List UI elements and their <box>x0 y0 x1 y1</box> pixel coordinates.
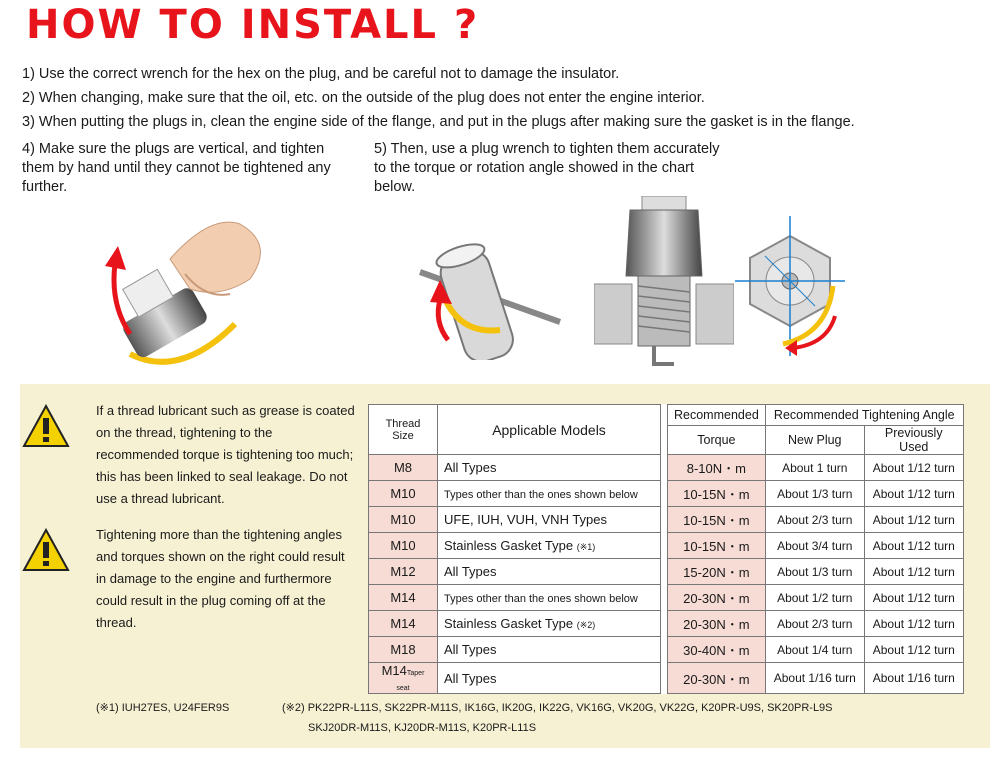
used-plug-cell: About 1/12 turn <box>864 507 963 533</box>
new-plug-cell: About 2/3 turn <box>765 611 864 637</box>
model-name: All Types <box>444 642 497 657</box>
thread-size-cell <box>369 559 438 585</box>
install-steps <box>22 64 982 136</box>
model-name: Types other than the ones shown below <box>444 593 638 605</box>
used-plug-cell: About 1/12 turn <box>864 455 963 481</box>
models-cell <box>438 637 661 663</box>
models-cell <box>438 559 661 585</box>
new-plug-cell: About 3/4 turn <box>765 533 864 559</box>
table-row <box>369 637 964 663</box>
header-previously-used: Previously Used <box>864 426 963 455</box>
used-plug-cell: About 1/12 turn <box>864 585 963 611</box>
model-name: Stainless Gasket Type <box>444 616 574 631</box>
page-title: HOW TO INSTALL ? <box>26 2 480 48</box>
torque-cell: 8-10N・m <box>668 455 766 481</box>
thread-size-cell <box>369 637 438 663</box>
thread-size: M14 <box>390 590 416 605</box>
thread-size-cell <box>369 481 438 507</box>
model-name: All Types <box>444 670 497 686</box>
models-cell <box>438 481 661 507</box>
used-plug-cell: About 1/12 turn <box>864 481 963 507</box>
thread-size: M14 <box>390 616 416 631</box>
wrench-illustration <box>410 230 570 360</box>
new-plug-cell: About 1/3 turn <box>765 481 864 507</box>
new-plug-cell: About 1/2 turn <box>765 585 864 611</box>
thread-size-cell <box>369 585 438 611</box>
torque-cell: 10-15N・m <box>668 533 766 559</box>
models-cell <box>438 533 661 559</box>
table-row <box>369 611 964 637</box>
table-row <box>369 663 964 694</box>
models-cell <box>438 455 661 481</box>
thread-size: M10 <box>390 538 416 553</box>
torque-cell: 10-15N・m <box>668 481 766 507</box>
thread-size: M14 <box>381 663 407 678</box>
new-plug-cell: About 2/3 turn <box>765 507 864 533</box>
thread-size: M18 <box>390 642 416 657</box>
header-torque-top: Recommended <box>668 405 766 426</box>
header-new-plug: New Plug <box>765 426 864 455</box>
step-5: 5) Then, use a plug wrench to tighten them accurately to the torque or rotation angle showed in the chart below. <box>374 141 720 195</box>
footnote-2-line-2: SKJ20DR-M11S, KJ20DR-M11S, K20PR-L11S <box>308 722 537 734</box>
thread-size: M8 <box>393 460 413 475</box>
footnote-1: (※1) IUH27ES, U24FER9S <box>96 702 230 714</box>
model-name: Types other than the ones shown below <box>444 489 638 501</box>
torque-table <box>368 404 964 694</box>
models-cell <box>438 663 661 694</box>
thread-size: M10 <box>390 486 416 501</box>
warning-triangle-icon <box>22 528 70 572</box>
hand-tighten-illustration <box>90 204 290 376</box>
used-plug-cell: About 1/12 turn <box>864 533 963 559</box>
table-row <box>369 481 964 507</box>
model-name: Stainless Gasket Type <box>444 538 574 553</box>
table-row <box>369 455 964 481</box>
warning-triangle-icon <box>22 404 70 448</box>
table-row <box>369 559 964 585</box>
used-plug-cell: About 1/16 turn <box>864 663 963 694</box>
used-plug-cell: About 1/12 turn <box>864 637 963 663</box>
thread-size-cell <box>369 507 438 533</box>
header-models: Applicable Models <box>438 405 661 455</box>
new-plug-cell: About 1/16 turn <box>765 663 864 694</box>
step-4: 4) Make sure the plugs are vertical, and tighten them by hand until they cannot be tightened any further. <box>22 141 331 195</box>
header-thread-size: Thread Size <box>369 405 438 455</box>
thread-size-note: Taper seat <box>396 670 425 692</box>
torque-cell: 20-30N・m <box>668 611 766 637</box>
thread-size-cell <box>369 533 438 559</box>
table-row <box>369 507 964 533</box>
torque-cell: 10-15N・m <box>668 507 766 533</box>
step-3: 3) When putting the plugs in, clean the engine side of the flange, and put in the plugs after making sure the gasket is in the flange. <box>22 114 855 130</box>
hex-angle-illustration <box>735 216 845 356</box>
warning-lubricant <box>22 400 358 510</box>
model-name: All Types <box>444 460 497 475</box>
table-row <box>369 585 964 611</box>
table-row <box>369 533 964 559</box>
torque-cell: 20-30N・m <box>668 585 766 611</box>
new-plug-cell: About 1/3 turn <box>765 559 864 585</box>
footnote-2-line-1: (※2) PK22PR-L11S, SK22PR-M11S, IK16G, IK20G, IK22G, VK16G, VK20G, VK22G, K20PR-U9S, SK20PR-L9S <box>282 702 833 714</box>
warning-text: Tightening more than the tightening angles and torques shown on the right could result in damage to the engine and furthermore could result in the plug coming off at the thread. <box>96 527 345 630</box>
thread-size-cell <box>369 455 438 481</box>
thread-size-cell <box>369 663 438 694</box>
model-name: UFE, IUH, VUH, VNH Types <box>444 512 608 527</box>
thread-size-cell <box>369 611 438 637</box>
header-torque-bottom: Torque <box>668 426 766 455</box>
thread-size: M12 <box>390 564 416 579</box>
models-cell <box>438 507 661 533</box>
new-plug-cell: About 1 turn <box>765 455 864 481</box>
spark-plug-illustration <box>594 196 734 372</box>
warning-text: If a thread lubricant such as grease is coated on the thread, tightening to the recommended torque is tightening too much; this has been linked to seal leakage. Do not use a thread lubricant. <box>96 403 355 506</box>
torque-cell: 15-20N・m <box>668 559 766 585</box>
models-cell <box>438 611 661 637</box>
step-2: 2) When changing, make sure that the oil, etc. on the outside of the plug does not enter the engine interior. <box>22 90 705 106</box>
new-plug-cell: About 1/4 turn <box>765 637 864 663</box>
used-plug-cell: About 1/12 turn <box>864 559 963 585</box>
model-note: (※1) <box>576 542 596 552</box>
warning-overtighten <box>22 524 358 634</box>
models-cell <box>438 585 661 611</box>
model-note: (※2) <box>576 620 596 630</box>
model-name: All Types <box>444 564 497 579</box>
torque-cell: 30-40N・m <box>668 637 766 663</box>
used-plug-cell: About 1/12 turn <box>864 611 963 637</box>
torque-cell: 20-30N・m <box>668 663 766 694</box>
header-angle: Recommended Tightening Angle <box>765 405 963 426</box>
thread-size: M10 <box>390 512 416 527</box>
step-1: 1) Use the correct wrench for the hex on the plug, and be careful not to damage the insulator. <box>22 66 620 82</box>
